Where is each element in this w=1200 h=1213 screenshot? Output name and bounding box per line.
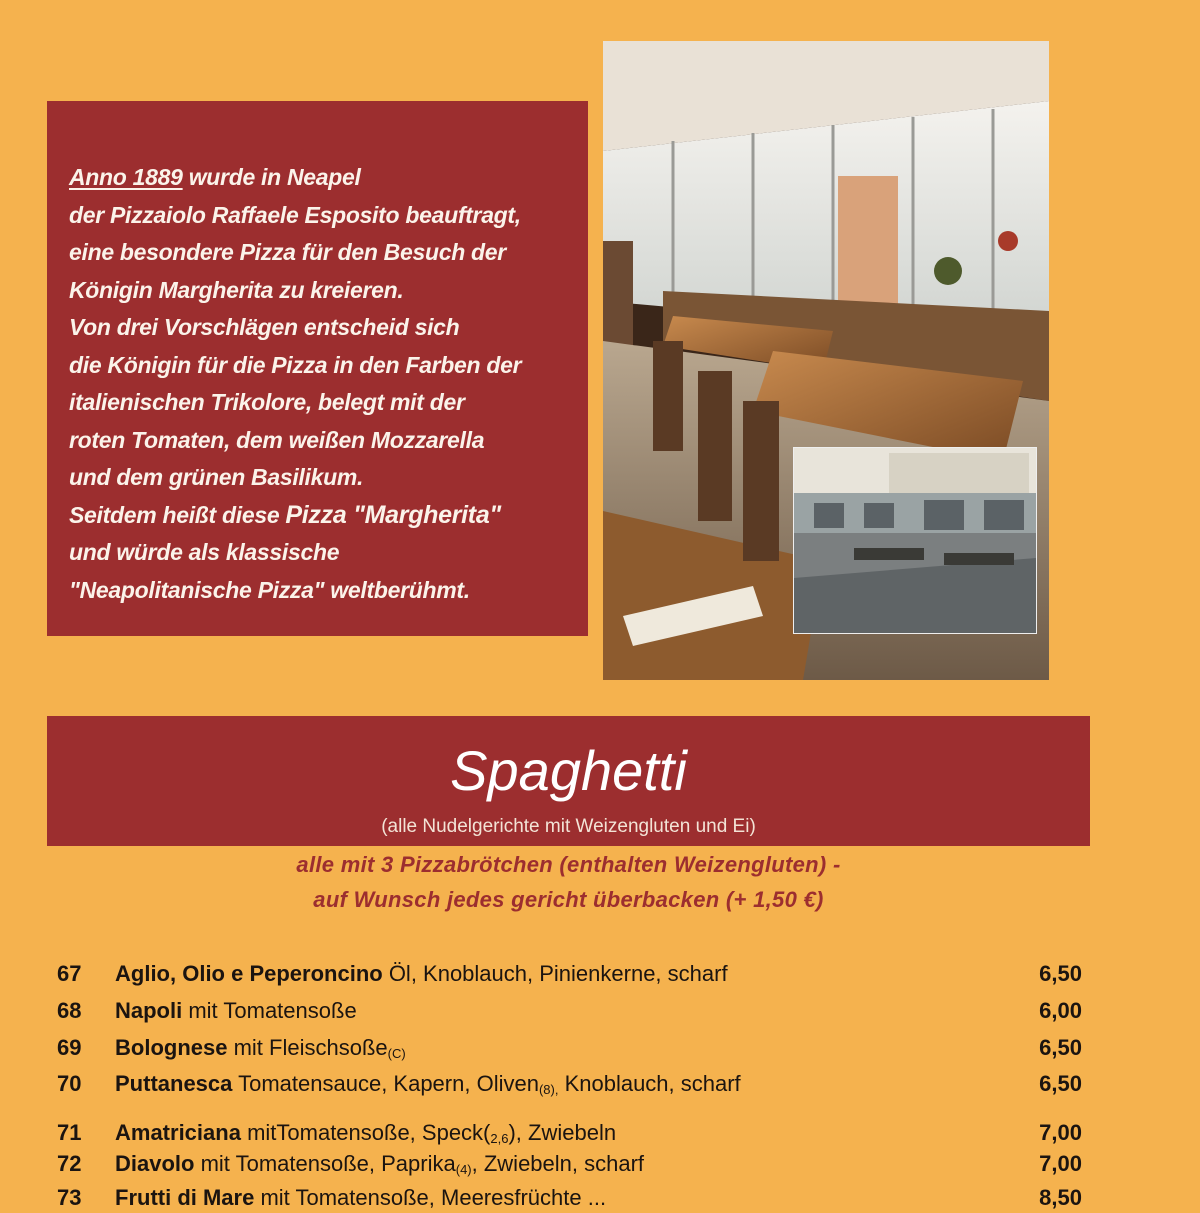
item-price: 6,50 <box>1039 1071 1082 1096</box>
allergen-code: (4) <box>455 1162 472 1177</box>
story-line-1: Anno 1889 wurde in Neapel <box>69 164 361 190</box>
item-name: Amatriciana <box>115 1120 241 1145</box>
story-line-7: italienischen Trikolore, belegt mit der <box>69 389 465 415</box>
item-number: 68 <box>57 998 82 1023</box>
restaurant-exterior-photo <box>793 447 1037 634</box>
item-description: mit Tomatensoße, Paprika <box>194 1151 456 1176</box>
story-line-11: und würde als klassische <box>69 539 340 565</box>
item-price: 7,00 <box>1039 1120 1082 1145</box>
item-number: 70 <box>57 1071 82 1096</box>
section-subtitle: (alle Nudelgerichte mit Weizengluten und Ei) <box>381 816 756 837</box>
story-year: Anno 1889 <box>69 164 183 190</box>
item-number: 71 <box>57 1120 82 1145</box>
story-line-12: "Neapolitanische Pizza" weltberühmt. <box>69 576 470 603</box>
section-note-line-1: alle mit 3 Pizzabrötchen (enthalten Weizengluten) - <box>296 852 841 877</box>
allergen-code: (8), <box>538 1082 559 1097</box>
menu-item <box>57 1183 1087 1213</box>
item-price: 7,00 <box>1039 1151 1082 1176</box>
item-name: Frutti di Mare <box>115 1185 255 1210</box>
item-name: Bolognese <box>115 1035 228 1060</box>
item-description: mitTomatensoße, Speck( <box>240 1120 491 1145</box>
story-line-9: und dem grünen Basilikum. <box>69 464 364 490</box>
item-name: Aglio, Olio e Peperoncino <box>115 961 383 986</box>
allergen-code: (C) <box>387 1046 406 1061</box>
menu-item <box>57 959 1087 989</box>
item-price: 6,00 <box>1039 998 1082 1023</box>
item-description: Tomatensauce, Kapern, Oliven <box>232 1071 539 1096</box>
story-line-4: Königin Margherita zu kreieren. <box>69 276 404 303</box>
story-line-5: Von drei Vorschlägen entscheid sich <box>69 314 460 340</box>
item-description: mit Fleischsoße <box>227 1035 388 1060</box>
item-number: 73 <box>57 1185 82 1210</box>
section-title: Spaghetti <box>450 739 687 802</box>
item-number: 67 <box>57 961 82 986</box>
story-line-10: Seitdem heißt diese Pizza "Margherita" <box>69 500 501 529</box>
story-line-3: eine besondere Pizza für den Besuch der <box>69 239 506 265</box>
story-line-6: die Königin für die Pizza in den Farben der <box>69 351 522 378</box>
item-price: 6,50 <box>1039 961 1082 986</box>
menu-item: 71 Amatriciana mitTomatensoße, $Speck(_{2,6})$, Zwiebeln 7,00 <box>57 1120 1082 1146</box>
item-description: mit Tomatensoße <box>182 998 357 1023</box>
story-emphasis: Pizza "Margherita" <box>285 500 501 529</box>
menu-item <box>57 996 1087 1026</box>
story-line-2: der Pizzaiolo Raffaele Esposito beauftragt, <box>69 201 521 228</box>
item-name: Diavolo <box>115 1151 195 1176</box>
item-name: Napoli <box>115 998 183 1023</box>
item-name: Puttanesca <box>115 1071 233 1096</box>
menu-item <box>57 1033 1087 1063</box>
allergen-code: 2,6 <box>490 1131 509 1146</box>
item-price: 8,50 <box>1039 1185 1082 1210</box>
spaghetti-section-header <box>47 716 1090 846</box>
menu-item: 70 Puttanesca Tomatensauce, Kapern, Oliven$_{(8),}$ Knoblauch, scharf 6,50 <box>57 1071 1082 1097</box>
item-price: 6,50 <box>1039 1035 1082 1060</box>
item-number: 72 <box>57 1151 82 1176</box>
item-description: Öl, Knoblauch, Pinienkerne, scharf <box>382 961 728 986</box>
history-panel <box>47 101 588 636</box>
item-number: 69 <box>57 1035 82 1060</box>
section-note-line-2: auf Wunsch jedes gericht überbacken (+ 1,50 €) <box>313 887 824 912</box>
item-description: mit Tomatensoße, Meeresfrüchte ... <box>254 1185 607 1210</box>
menu-item: 72 Diavolo mit Tomatensoße, Paprika$_{(4)}$, Zwiebeln, scharf 7,00 <box>57 1151 1082 1177</box>
story-line-8: roten Tomaten, dem weißen Mozzarella <box>69 426 485 453</box>
